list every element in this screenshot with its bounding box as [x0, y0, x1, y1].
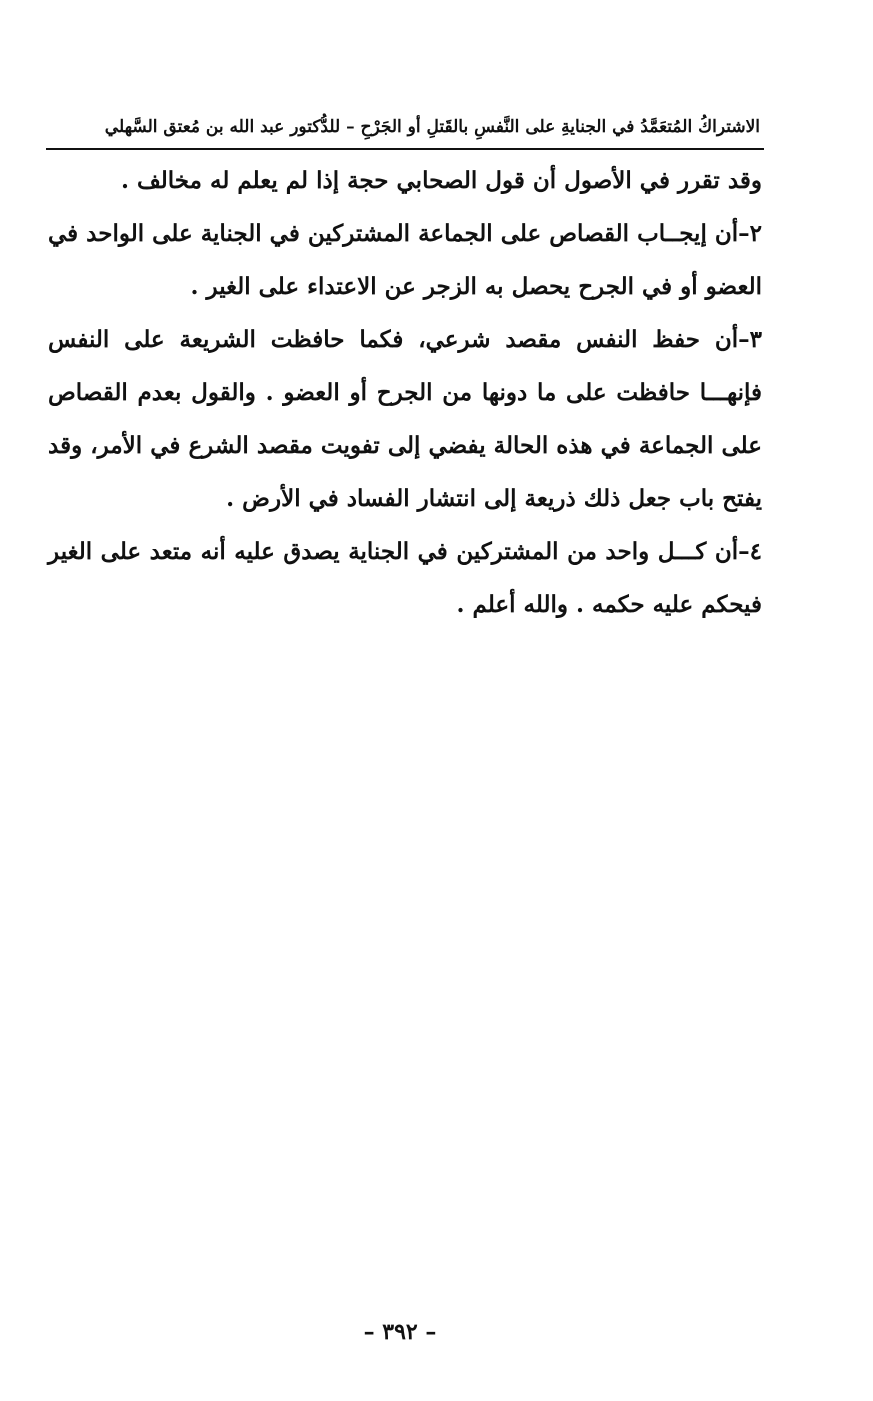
paragraph-point-3: ٣–أن حفظ النفس مقصد شرعي، فكما حافظت الشريعة على النفس فإنهـــا حافظت على ما دونها من الجرح أو العضو . والقول بعدم القصاص على الجماعة في هذه الحالة يفضي إلى تفويت مقصد الشرع في الأمر، وقد يفتح باب جعل ذلك ذريعة إلى انتشار الفساد في الأرض . — [48, 326, 762, 512]
paragraph-point-4: ٤–أن كـــل واحد من المشتركين في الجناية يصدق عليه أنه متعد على الغير فيحكم عليه حكمه . والله أعلم . — [48, 538, 762, 618]
body-text — [48, 154, 762, 631]
running-header: الاشتراكُ المُتعَمَّدُ في الجنايةِ على النَّفسِ بالقَتلِ أو الجَرْحِ – للدُّكتور عبد الله بن مُعتق السَّهلي — [104, 117, 760, 137]
page-number: – ٣٩٢ – — [363, 1319, 437, 1345]
paragraph-point-2: ٢–أن إيجــاب القصاص على الجماعة المشتركين في الجناية على الواحد في العضو أو في الجرح يحصل به الزجر عن الاعتداء على الغير . — [48, 220, 762, 300]
header-divider — [46, 148, 764, 150]
paragraph-intro: وقد تقرر في الأصول أن قول الصحابي حجة إذا لم يعلم له مخالف . — [120, 167, 762, 194]
